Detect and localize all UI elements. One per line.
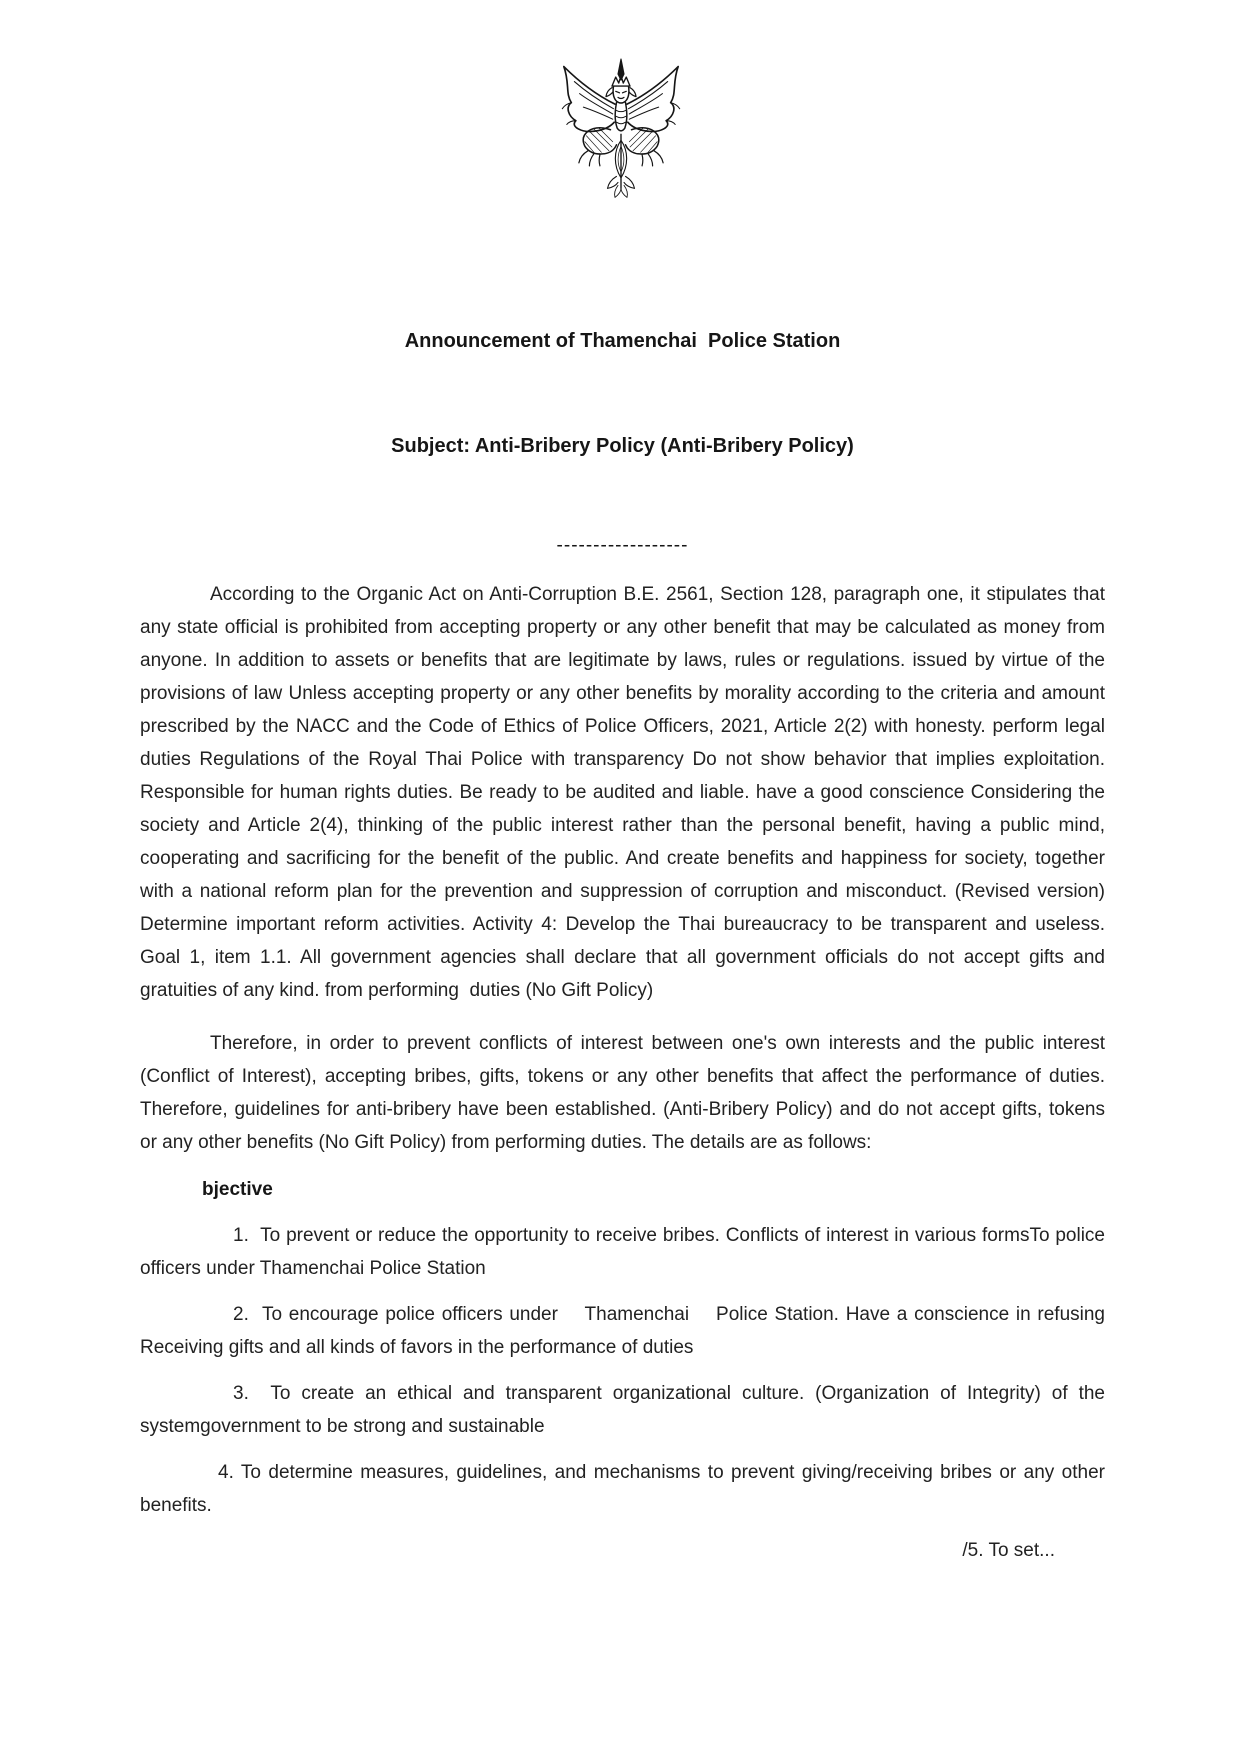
emblem-container — [0, 56, 1241, 214]
paragraph-purpose: Therefore, in order to prevent conflicts of interest between one's own interests and the public interest (Conflict of Interest), accepting bribes, gifts, tokens or any other benefits that affect the performance of duties. Therefore, guidelines for anti-bribery have been established. (Anti-Bribery Policy) and do not accept gifts, tokens or any other benefits (No Gift Policy) from performing duties. The details are as follows: — [140, 1033, 1111, 1153]
garuda-emblem-icon — [538, 56, 704, 214]
title-block — [140, 254, 1105, 534]
continuation-marker: /5. To set... — [962, 1540, 1055, 1561]
announcement-subject: Subject: Anti-Bribery Policy (Anti-Bribery Policy) — [391, 435, 854, 457]
objective-item-1: 1. To prevent or reduce the opportunity to receive bribes. Conflicts of interest in various formsTo police officers under Thamenchai Police Station — [140, 1225, 1111, 1279]
objective-item-3: 3. To create an ethical and transparent organizational culture. (Organization of Integrity) of the systemgovernment to be strong and sustainable — [140, 1383, 1111, 1437]
objective-item-2: 2. To encourage police officers under Thamenchai Police Station. Have a conscience in refusing Receiving gifts and all kinds of favors in the performance of duties — [140, 1304, 1111, 1358]
document-body — [0, 254, 1241, 1567]
announcement-title: Announcement of Thamenchai Police Station — [404, 330, 841, 352]
paragraph-preamble: According to the Organic Act on Anti-Corruption B.E. 2561, Section 128, paragraph one, it stipulates that any state official is prohibited from accepting property or any other benefit that may be calculated as money from anyone. In addition to assets or benefits that are legitimate by laws, rules or regulations. issued by virtue of the provisions of law Unless accepting property or any other benefits by morality according to the criteria and amount prescribed by the NACC and the Code of Ethics of Police Officers, 2021, Article 2(2) with honesty. perform legal duties Regulations of the Royal Thai Police with transparency Do not show behavior that implies exploitation. Responsible for human rights duties. Be ready to be audited and liable. have a good conscience Considering the society and Article 2(4), thinking of the public interest rather than the personal benefit, having a public mind, cooperating and sacrificing for the benefit of the public. And create benefits and happiness for society, together with a national reform plan for the prevention and suppression of corruption and misconduct. (Revised version) Determine important reform activities. Activity 4: Develop the Thai bureaucracy to be transparent and useless. Goal 1, item 1.1. All government agencies shall declare that all government officials do not accept gifts and gratuities of any kind. from performing duties (No Gift Policy) — [140, 584, 1111, 1001]
section-heading-objective: bjective — [202, 1179, 273, 1200]
objective-item-4: 4. To determine measures, guidelines, and mechanisms to prevent giving/receiving bribes or any other benefits. — [140, 1462, 1111, 1516]
dashed-divider: ------------------ — [556, 535, 689, 556]
